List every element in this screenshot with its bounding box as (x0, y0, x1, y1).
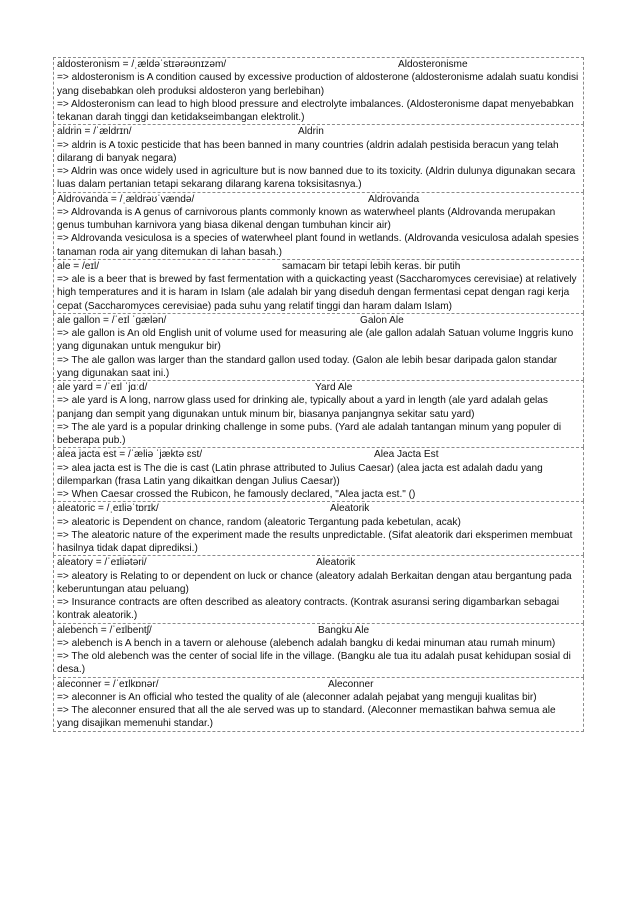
headword: aleatory = /ˈeɪliətəri/ (57, 557, 147, 569)
entry-head (57, 381, 580, 394)
entry-head (57, 193, 580, 206)
definition-line: => ale yard is A long, narrow glass used for drinking ale, typically about a yard in length (ale yard adalah gelas panjang dan sempit yang digunakan untuk minum bir, biasanya panjangnya sekitar satu yard) (57, 395, 548, 420)
definition-line: => alea jacta est is The die is cast (Latin phrase attributed to Julius Caesar) (alea jacta est adalah dadu yang dilemparkan (frasa Latin yang dikaitkan dengan Julius Caesar)) (57, 462, 543, 487)
headword: aldosteronism = /ˌældəˈstɪərəʊnɪzəm/ (57, 59, 227, 70)
entry-head (57, 556, 580, 569)
example-line: => Insurance contracts are often described as aleatory contracts. (Kontrak asuransi sering digambarkan sebagai kontrak aleatorik.) (57, 597, 560, 622)
example-line: => The aleatoric nature of the experiment made the results unpredictable. (Sifat aleatorik dari eksperimen membuat hasilnya tidak dapat diprediksi.) (57, 529, 573, 554)
entry-head (57, 125, 580, 138)
translation: Aleatorik (316, 557, 356, 569)
headword: ale = /eɪl/ (57, 260, 100, 272)
headword: alebench = /ˈeɪlbentʃ/ (57, 624, 152, 636)
headword: ale gallon = /ˈeɪl ˈɡælən/ (57, 314, 167, 326)
entry-ale-yard (53, 380, 584, 447)
entry-aleconner (53, 677, 584, 732)
dictionary-page (53, 57, 584, 732)
definition-line: => alebench is A bench in a tavern or alehouse (alebench adalah bangku di kedai minuman atau rumah minum) (57, 637, 556, 649)
entry-alebench (53, 623, 584, 677)
entry-aldrovanda (53, 192, 584, 259)
headword: aldrin = /ˈældrɪn/ (57, 126, 132, 138)
headword: aleatoric = /ˌeɪliəˈtɒrɪk/ (57, 503, 159, 515)
entry-aldrin (53, 124, 584, 191)
entry-ale-gallon (53, 313, 584, 380)
definition-line: => aleatoric is Dependent on chance, random (aleatoric Tergantung pada kebetulan, acak) (57, 516, 461, 528)
entry-aleatory (53, 555, 584, 622)
example-line: => The aleconner ensured that all the ale served was up to standard. (Aleconner memastikan bahwa semua ale yang disajikan memenuhi standar.) (57, 705, 556, 730)
translation: Aldrovanda (368, 193, 420, 205)
translation: Galon Ale (360, 314, 404, 326)
translation: Bangku Ale (318, 624, 370, 636)
definition-line: => ale gallon is An old English unit of volume used for measuring ale (ale gallon adalah Satuan volume Inggris kuno yang digunakan untuk mengukur bir) (57, 328, 574, 353)
entry-aldosteronism (53, 57, 584, 124)
translation: Aleconner (328, 678, 374, 690)
example-line: => The ale yard is a popular drinking challenge in some pubs. (Yard ale adalah tantangan minum yang populer di beberapa pub.) (57, 421, 562, 446)
entry-head (57, 624, 580, 637)
example-line: => Aldrovanda vesiculosa is a species of waterwheel plant found in wetlands. (Aldrovanda vesiculosa adalah spesies tanaman roda air yang ditemukan di lahan basah.) (57, 233, 579, 258)
translation: Aldosteronisme (398, 59, 468, 70)
entry-head (57, 678, 580, 691)
entry-head (57, 314, 580, 327)
translation: Aleatorik (330, 503, 370, 515)
translation: samacam bir tetapi lebih keras. bir putih (282, 260, 461, 272)
headword: alea jacta est = /ˈæliə ˈjæktə ɛst/ (57, 449, 203, 461)
definition-line: => Aldrovanda is A genus of carnivorous plants commonly known as waterwheel plants (Aldrovanda merupakan genus tumbuhan karnivora yang biasa dikenal dengan tumbuhan kincir air) (57, 206, 556, 231)
entry-head (57, 448, 580, 461)
entry-head (57, 58, 580, 71)
entry-head (57, 260, 580, 273)
headword: ale yard = /ˈeɪl ˈjɑːd/ (57, 382, 148, 393)
example-line: => Aldosteronism can lead to high blood pressure and electrolyte imbalances. (Aldosteronisme dapat menyebabkan tekanan darah tinggi dan ketidakseimbangan elektrolit.) (57, 98, 574, 123)
definition-line: => aldrin is A toxic pesticide that has been banned in many countries (aldrin adalah pestisida beracun yang telah dilarang di banyak negara) (57, 139, 559, 164)
example-line: => The old alebench was the center of social life in the village. (Bangku ale tua itu adalah pusat kehidupan sosial di desa.) (57, 651, 571, 676)
translation: Aldrin (298, 126, 324, 138)
definition-line: => aldosteronism is A condition caused by excessive production of aldosterone (aldosteronisme adalah suatu kondisi yang disebabkan oleh produksi aldosteron yang berlebihan) (57, 72, 579, 97)
entry-aleatoric (53, 501, 584, 555)
definition-line: => ale is a beer that is brewed by fast fermentation with a quickacting yeast (Saccharomyces cerevisiae) at relatively high temperatures and it is haram in Islam (ale adalah bir yang diseduh dengan fermentasi cepat dengan ragi kerja cepat (Saccharomyces cerevisiae) pada suhu yang relatif tinggi dan haram dalam Islam) (57, 274, 577, 312)
translation: Alea Jacta Est (374, 449, 439, 461)
entry-alea-jacta-est (53, 447, 584, 501)
translation: Yard Ale (315, 382, 353, 393)
entry-ale (53, 259, 584, 313)
example-line: => The ale gallon was larger than the standard gallon used today. (Galon ale lebih besar daripada galon standar yang digunakan saat ini.) (57, 354, 558, 379)
headword: aleconner = /ˈeɪlkɒnər/ (57, 678, 159, 690)
headword: Aldrovanda = /ˌældrəʊˈvændə/ (57, 193, 195, 205)
entry-head (57, 502, 580, 515)
example-line: => When Caesar crossed the Rubicon, he famously declared, "Alea jacta est." () (57, 489, 416, 500)
definition-line: => aleconner is An official who tested the quality of ale (aleconner adalah pejabat yang menguji kualitas bir) (57, 691, 537, 703)
example-line: => Aldrin was once widely used in agriculture but is now banned due to its toxicity. (Aldrin dulunya digunakan secara luas dalam pertanian tetapi sekarang dilarang karena toksisitasnya.) (57, 166, 576, 191)
definition-line: => aleatory is Relating to or dependent on luck or chance (aleatory adalah Berkaitan dengan atau bergantung pada keberuntungan atau peluang) (57, 570, 572, 595)
